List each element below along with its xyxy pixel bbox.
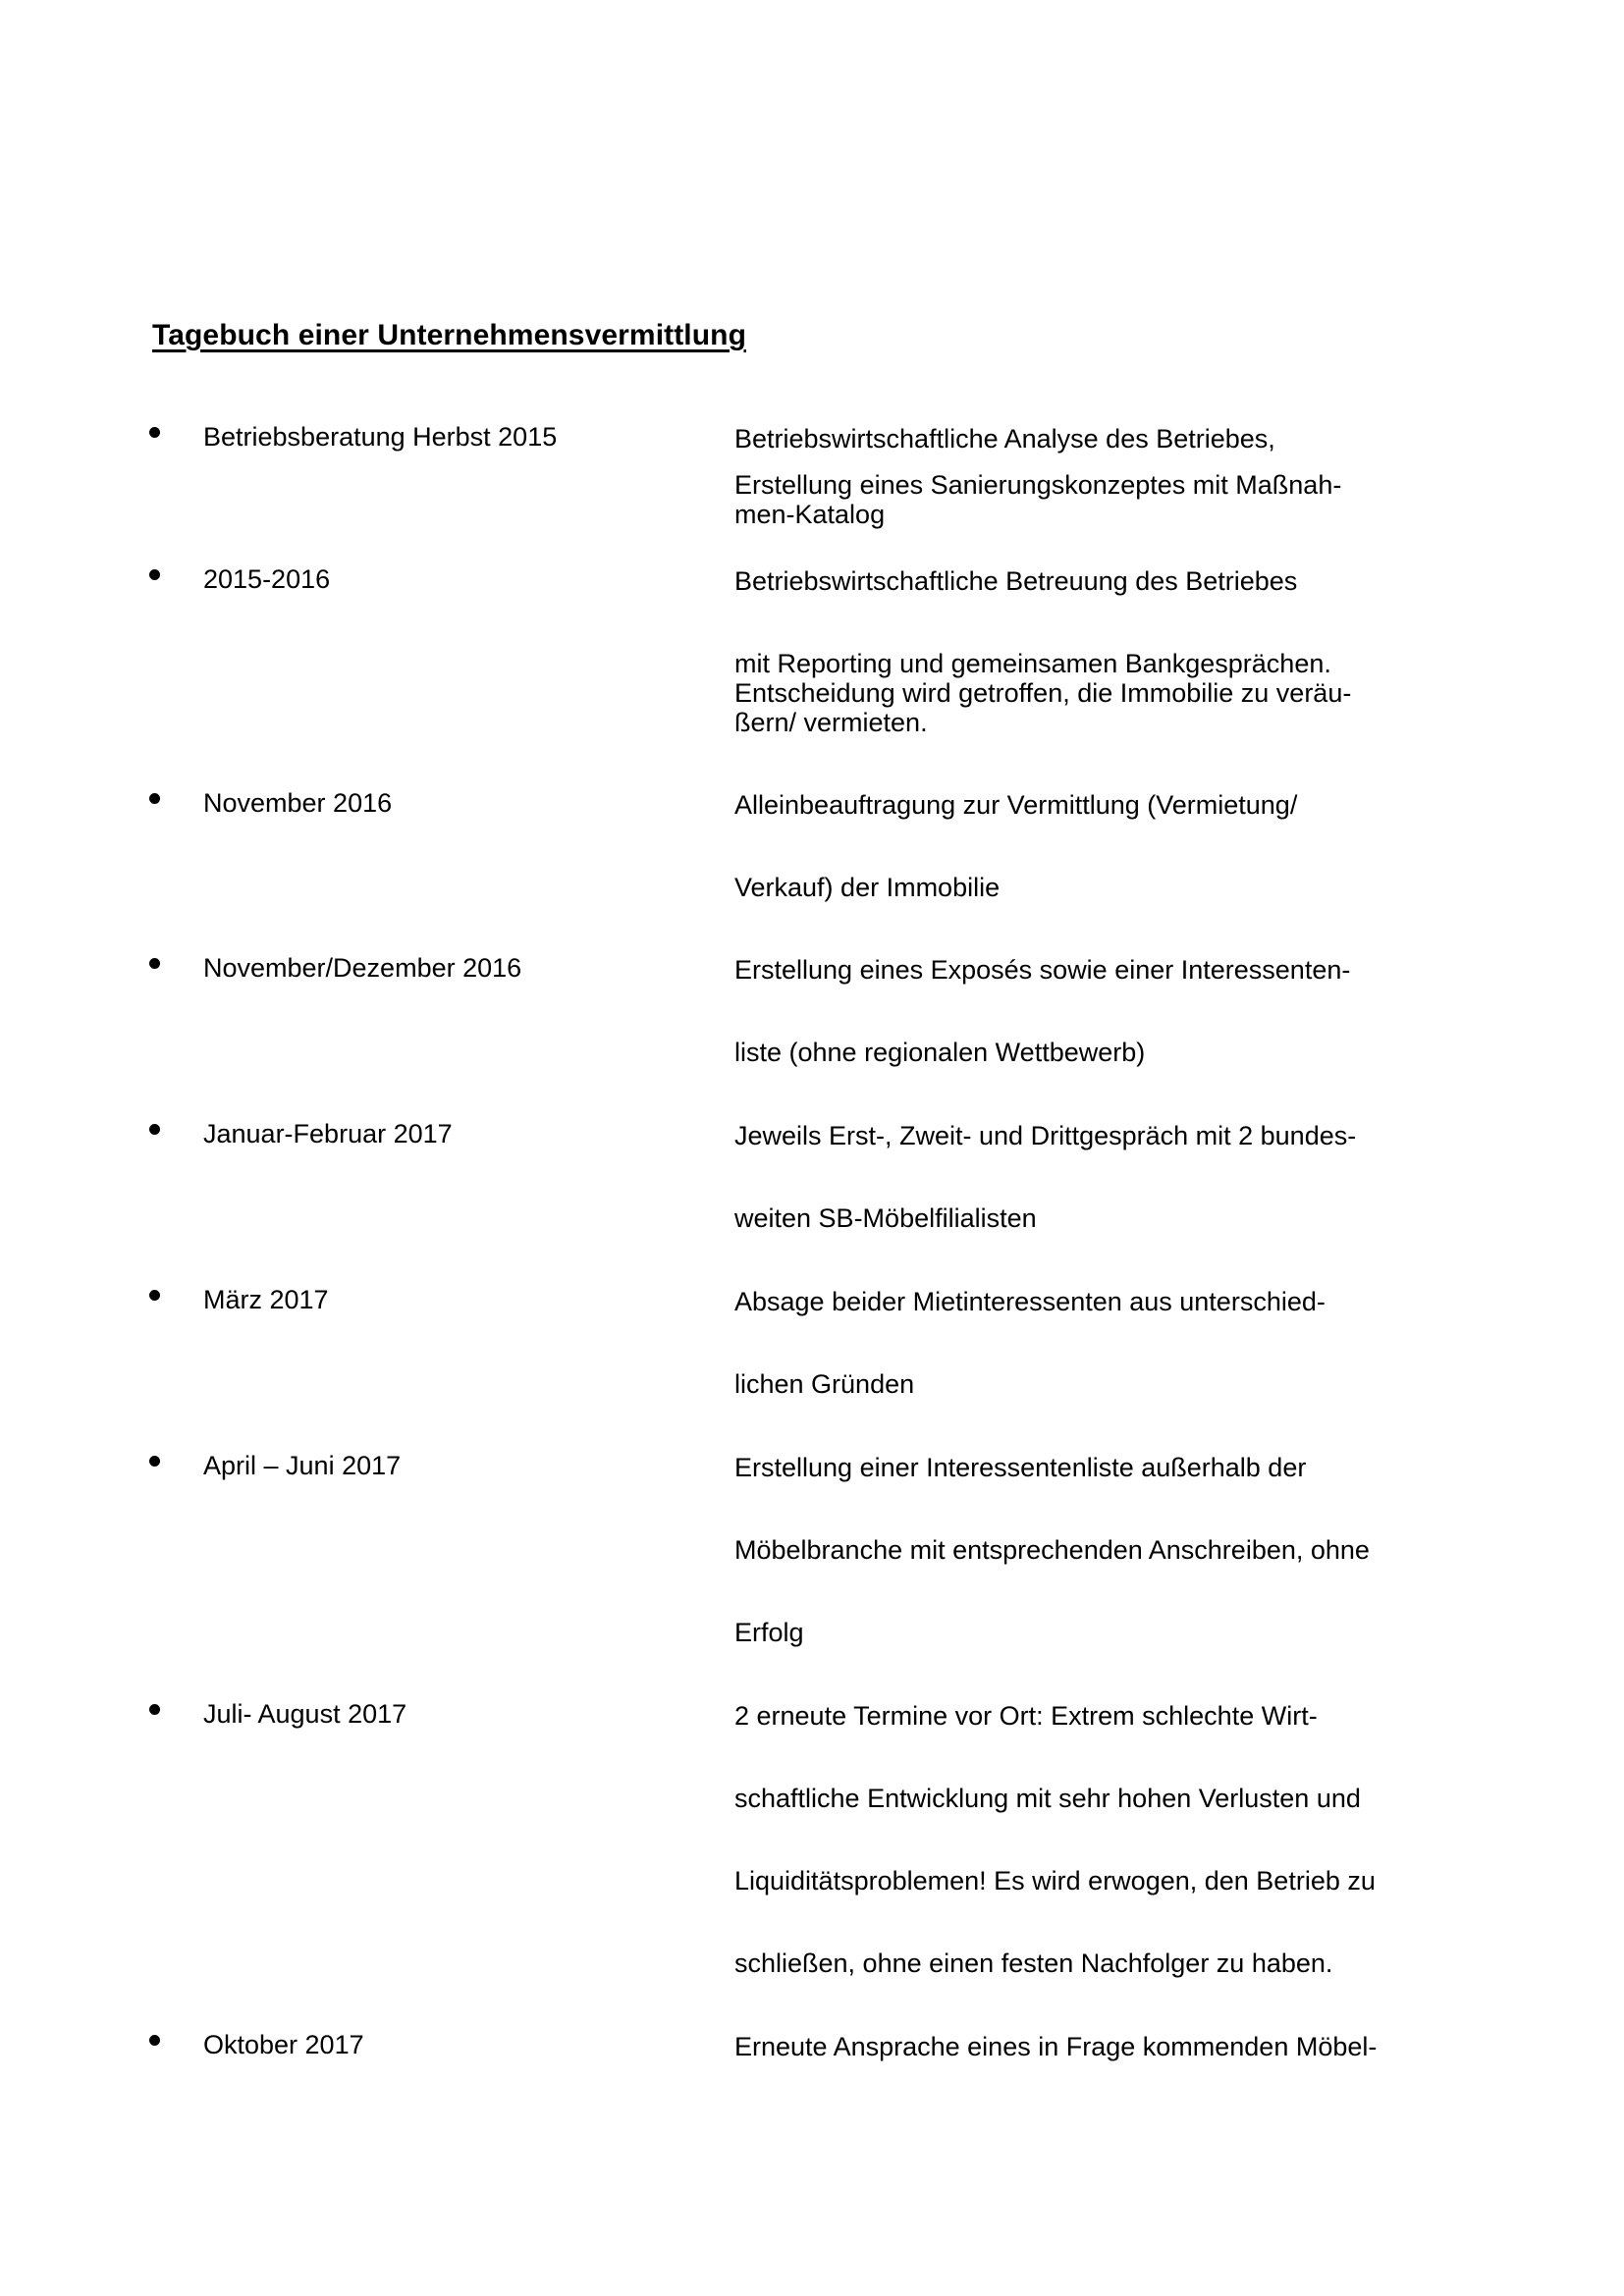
entry-description-line: Verkauf) der Immobilie xyxy=(734,873,1001,902)
entry-description-line: Erstellung einer Interessentenliste außerhalb der xyxy=(734,1453,1307,1482)
entry-description-line: Absage beider Mietinteressenten aus unterschied- xyxy=(734,1287,1326,1316)
entry-description-line: Liquiditätsproblemen! Es wird erwogen, den Betrieb zu xyxy=(734,1866,1376,1896)
bullet-icon xyxy=(149,1701,189,1719)
entry-description-line: ßern/ vermieten. xyxy=(734,708,928,737)
entry-date: November/Dezember 2016 xyxy=(203,953,522,983)
entry-date: Betriebsberatung Herbst 2015 xyxy=(203,422,558,452)
entry-description-line: mit Reporting und gemeinsamen Bankgesprächen. xyxy=(734,649,1331,678)
entry-description-line: Erstellung eines Exposés sowie einer Interessenten- xyxy=(734,955,1351,985)
bullet-icon xyxy=(149,955,189,973)
entry-date: November 2016 xyxy=(203,788,393,818)
entry-description-line: 2 erneute Termine vor Ort: Extrem schlechte Wirt- xyxy=(734,1701,1318,1731)
entry-description-line: Entscheidung wird getroffen, die Immobilie zu veräu- xyxy=(734,678,1352,708)
entry-description-line: Erstellung eines Sanierungskonzeptes mit Maßnah- xyxy=(734,470,1342,500)
entry-description-line: schließen, ohne einen festen Nachfolger zu haben. xyxy=(734,1949,1333,1978)
entry-description-line: men-Katalog xyxy=(734,500,886,529)
entry-description-line: Erfolg xyxy=(734,1618,804,1647)
bullet-dot-icon xyxy=(149,427,160,438)
entry-date: Januar-Februar 2017 xyxy=(203,1119,453,1148)
bullet-dot-icon xyxy=(149,569,160,580)
page-title: Tagebuch einer Unternehmensvermittlung xyxy=(152,319,747,351)
entry-description-line: schaftliche Entwicklung mit sehr hohen Verlusten und xyxy=(734,1784,1361,1813)
entry-description-line: weiten SB-Möbelfilialisten xyxy=(734,1203,1037,1233)
bullet-icon xyxy=(149,566,189,584)
entry-description-line: Betriebswirtschaftliche Betreuung des Betriebes xyxy=(734,566,1298,596)
entry-date: Juli- August 2017 xyxy=(203,1699,407,1729)
entry-date: 2015-2016 xyxy=(203,564,331,594)
entry-description-line: Alleinbeauftragung zur Vermittlung (Vermietung/ xyxy=(734,790,1298,820)
bullet-icon xyxy=(149,790,189,808)
bullet-dot-icon xyxy=(149,1124,160,1135)
bullet-icon xyxy=(149,1121,189,1139)
entry-date: März 2017 xyxy=(203,1285,329,1314)
bullet-icon xyxy=(149,1287,189,1305)
entry-description-line: Möbelbranche mit entsprechenden Anschreiben, ohne xyxy=(734,1535,1370,1565)
entry-date: Oktober 2017 xyxy=(203,2030,364,2059)
bullet-dot-icon xyxy=(149,1456,160,1467)
entry-description-line: Erneute Ansprache eines in Frage kommenden Möbel- xyxy=(734,2032,1378,2061)
bullet-dot-icon xyxy=(149,793,160,804)
bullet-icon xyxy=(149,1453,189,1470)
entry-description-line: liste (ohne regionalen Wettbewerb) xyxy=(734,1038,1146,1067)
bullet-icon xyxy=(149,2032,189,2050)
bullet-icon xyxy=(149,424,189,442)
entry-description-line: Jeweils Erst-, Zweit- und Drittgespräch mit 2 bundes- xyxy=(734,1121,1357,1150)
bullet-dot-icon xyxy=(149,958,160,969)
entry-description-line: lichen Gründen xyxy=(734,1369,915,1399)
entry-date: April – Juni 2017 xyxy=(203,1451,402,1480)
bullet-dot-icon xyxy=(149,1704,160,1715)
bullet-dot-icon xyxy=(149,2035,160,2046)
bullet-dot-icon xyxy=(149,1290,160,1301)
entry-description-line: Betriebswirtschaftliche Analyse des Betriebes, xyxy=(734,424,1275,454)
